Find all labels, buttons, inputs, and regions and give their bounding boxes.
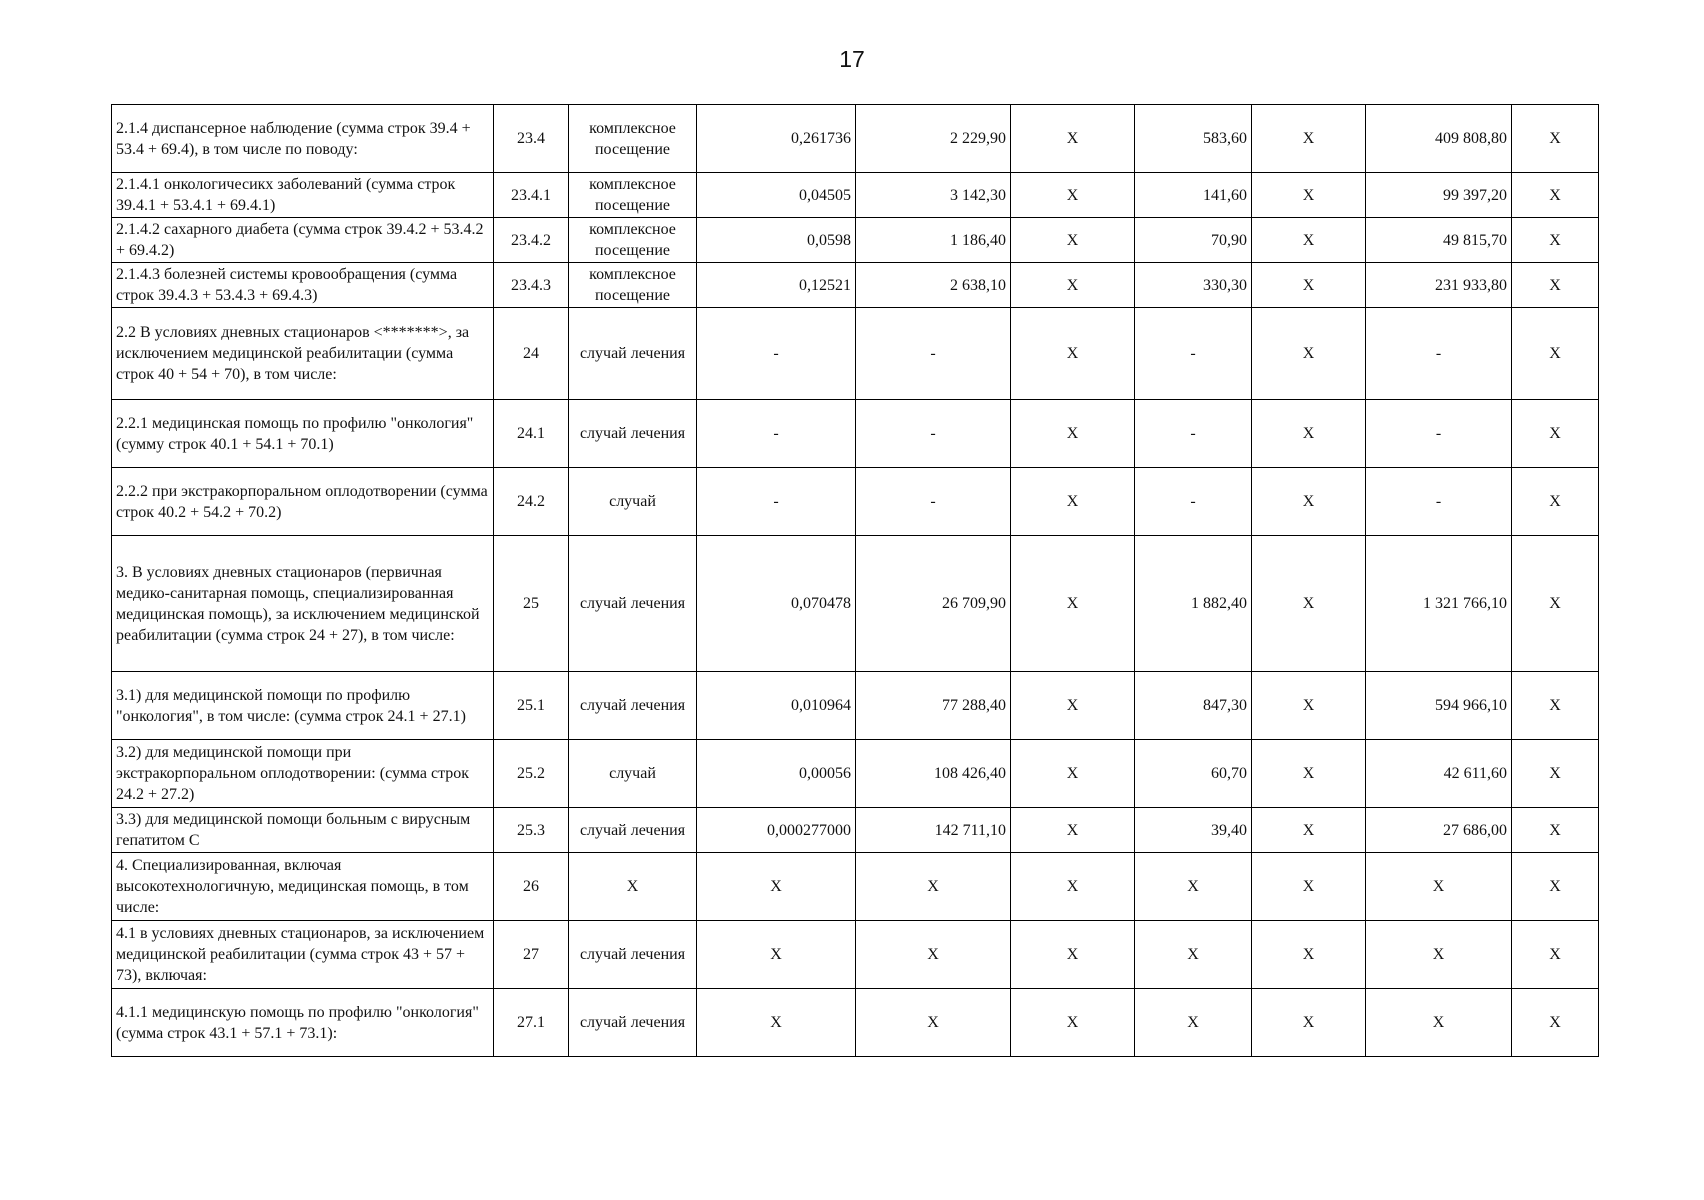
row-percapita-cell: 70,90 [1135,218,1252,263]
table-row [112,989,1599,1057]
row-total-cell: X [1366,921,1512,989]
row-col6-cell: X [1011,105,1135,173]
row-percapita-cell: 1 882,40 [1135,536,1252,672]
row-col10-cell: X [1512,263,1599,308]
table-row [112,105,1599,173]
row-col8-cell: X [1252,263,1366,308]
row-total-cell: 27 686,00 [1366,808,1512,853]
row-percapita-cell: 330,30 [1135,263,1252,308]
row-col8-cell: X [1252,400,1366,468]
row-name-cell: 2.2 В условиях дневных стационаров <*******>, за исключением медицинской реабилитации (сумма строк 40 + 54 + 70), в том числе: [112,308,494,400]
row-col6-cell: X [1011,672,1135,740]
row-total-cell: X [1366,989,1512,1057]
table-row [112,468,1599,536]
row-name-cell: 2.1.4.3 болезней системы кровообращения (сумма строк 39.4.3 + 53.4.3 + 69.4.3) [112,263,494,308]
row-norm-cell: 0,0598 [697,218,856,263]
row-name-cell: 3. В условиях дневных стационаров (первичная медико-санитарная помощь, специализированная медицинская помощь), за исключением медицинской реабилитации (сумма строк 24 + 27), в том числе: [112,536,494,672]
row-percapita-cell: 583,60 [1135,105,1252,173]
row-col10-cell: X [1512,468,1599,536]
row-col10-cell: X [1512,173,1599,218]
row-code-cell: 27 [494,921,569,989]
row-col6-cell: X [1011,263,1135,308]
row-col8-cell: X [1252,989,1366,1057]
row-col10-cell: X [1512,308,1599,400]
row-col10-cell: X [1512,400,1599,468]
row-total-cell: 49 815,70 [1366,218,1512,263]
row-code-cell: 26 [494,853,569,921]
row-unit-cell: случай лечения [569,921,697,989]
row-col8-cell: X [1252,921,1366,989]
row-cost-cell: 3 142,30 [856,173,1011,218]
row-unit-cell: комплексное посещение [569,105,697,173]
row-name-cell: 2.2.1 медицинская помощь по профилю "онкология" (сумму строк 40.1 + 54.1 + 70.1) [112,400,494,468]
table-row [112,808,1599,853]
row-percapita-cell: 39,40 [1135,808,1252,853]
row-col6-cell: X [1011,808,1135,853]
table-row [112,672,1599,740]
row-total-cell: 99 397,20 [1366,173,1512,218]
table-body [112,105,1599,1057]
row-col6-cell: X [1011,308,1135,400]
row-code-cell: 25.3 [494,808,569,853]
data-table [111,104,1599,1057]
row-percapita-cell: - [1135,400,1252,468]
row-col8-cell: X [1252,808,1366,853]
row-unit-cell: случай [569,740,697,808]
row-col6-cell: X [1011,173,1135,218]
row-norm-cell: - [697,308,856,400]
row-col10-cell: X [1512,105,1599,173]
row-unit-cell: случай [569,468,697,536]
row-percapita-cell: 847,30 [1135,672,1252,740]
row-col8-cell: X [1252,853,1366,921]
row-name-cell: 3.1) для медицинской помощи по профилю "онкология", в том числе: (сумма строк 24.1 + 27.1) [112,672,494,740]
row-percapita-cell: 60,70 [1135,740,1252,808]
row-percapita-cell: - [1135,468,1252,536]
row-col10-cell: X [1512,740,1599,808]
row-cost-cell: - [856,468,1011,536]
row-code-cell: 23.4 [494,105,569,173]
row-norm-cell: 0,000277000 [697,808,856,853]
row-col8-cell: X [1252,740,1366,808]
row-unit-cell: X [569,853,697,921]
row-name-cell: 2.1.4.1 онкологичесикх заболеваний (сумма строк 39.4.1 + 53.4.1 + 69.4.1) [112,173,494,218]
row-norm-cell: 0,04505 [697,173,856,218]
row-cost-cell: 142 711,10 [856,808,1011,853]
row-code-cell: 25 [494,536,569,672]
row-name-cell: 3.2) для медицинской помощи при экстракорпоральном оплодотворении: (сумма строк 24.2 + 27.2) [112,740,494,808]
row-col10-cell: X [1512,853,1599,921]
row-col8-cell: X [1252,105,1366,173]
row-norm-cell: 0,070478 [697,536,856,672]
table-row [112,536,1599,672]
row-code-cell: 23.4.3 [494,263,569,308]
row-norm-cell: 0,261736 [697,105,856,173]
row-total-cell: - [1366,468,1512,536]
row-col8-cell: X [1252,308,1366,400]
row-cost-cell: 77 288,40 [856,672,1011,740]
row-code-cell: 23.4.1 [494,173,569,218]
row-norm-cell: 0,010964 [697,672,856,740]
row-norm-cell: - [697,400,856,468]
row-name-cell: 4.1 в условиях дневных стационаров, за исключением медицинской реабилитации (сумма строк 43 + 57 + 73), включая: [112,921,494,989]
row-cost-cell: X [856,989,1011,1057]
row-percapita-cell: X [1135,989,1252,1057]
row-unit-cell: случай лечения [569,989,697,1057]
page-number: 17 [839,46,865,72]
row-percapita-cell: X [1135,921,1252,989]
row-percapita-cell: X [1135,853,1252,921]
row-total-cell: 1 321 766,10 [1366,536,1512,672]
table-row [112,308,1599,400]
row-col10-cell: X [1512,921,1599,989]
row-total-cell: 409 808,80 [1366,105,1512,173]
row-name-cell: 3.3) для медицинской помощи больным с вирусным гепатитом С [112,808,494,853]
row-unit-cell: случай лечения [569,672,697,740]
row-cost-cell: - [856,400,1011,468]
row-col10-cell: X [1512,536,1599,672]
table-row [112,921,1599,989]
row-cost-cell: 26 709,90 [856,536,1011,672]
row-col6-cell: X [1011,989,1135,1057]
row-col8-cell: X [1252,173,1366,218]
row-col6-cell: X [1011,218,1135,263]
table-row [112,263,1599,308]
row-unit-cell: случай лечения [569,536,697,672]
row-cost-cell: 2 638,10 [856,263,1011,308]
row-total-cell: 42 611,60 [1366,740,1512,808]
row-total-cell: 231 933,80 [1366,263,1512,308]
row-total-cell: - [1366,400,1512,468]
table-row [112,853,1599,921]
row-name-cell: 2.1.4 диспансерное наблюдение (сумма строк 39.4 + 53.4 + 69.4), в том числе по поводу: [112,105,494,173]
table-row [112,400,1599,468]
row-cost-cell: - [856,308,1011,400]
row-col6-cell: X [1011,536,1135,672]
row-total-cell: 594 966,10 [1366,672,1512,740]
row-cost-cell: 1 186,40 [856,218,1011,263]
row-norm-cell: X [697,989,856,1057]
row-unit-cell: комплексное посещение [569,218,697,263]
row-col8-cell: X [1252,468,1366,536]
row-col10-cell: X [1512,672,1599,740]
row-code-cell: 25.2 [494,740,569,808]
table-row [112,740,1599,808]
row-name-cell: 2.2.2 при экстракорпоральном оплодотворении (сумма строк 40.2 + 54.2 + 70.2) [112,468,494,536]
row-col6-cell: X [1011,468,1135,536]
row-cost-cell: 108 426,40 [856,740,1011,808]
row-code-cell: 24.2 [494,468,569,536]
row-col8-cell: X [1252,672,1366,740]
row-unit-cell: случай лечения [569,308,697,400]
row-col6-cell: X [1011,853,1135,921]
row-code-cell: 27.1 [494,989,569,1057]
row-norm-cell: X [697,921,856,989]
row-unit-cell: случай лечения [569,400,697,468]
row-name-cell: 2.1.4.2 сахарного диабета (сумма строк 39.4.2 + 53.4.2 + 69.4.2) [112,218,494,263]
row-cost-cell: 2 229,90 [856,105,1011,173]
row-col6-cell: X [1011,921,1135,989]
row-code-cell: 23.4.2 [494,218,569,263]
row-code-cell: 24.1 [494,400,569,468]
row-cost-cell: X [856,921,1011,989]
row-cost-cell: X [856,853,1011,921]
row-unit-cell: комплексное посещение [569,263,697,308]
row-total-cell: - [1366,308,1512,400]
row-norm-cell: 0,12521 [697,263,856,308]
row-name-cell: 4.1.1 медицинскую помощь по профилю "онкология" (сумма строк 43.1 + 57.1 + 73.1): [112,989,494,1057]
table-row [112,173,1599,218]
table-row [112,218,1599,263]
row-col10-cell: X [1512,218,1599,263]
row-code-cell: 24 [494,308,569,400]
row-col10-cell: X [1512,989,1599,1057]
row-percapita-cell: - [1135,308,1252,400]
row-total-cell: X [1366,853,1512,921]
row-norm-cell: X [697,853,856,921]
row-col6-cell: X [1011,740,1135,808]
row-norm-cell: - [697,468,856,536]
row-col6-cell: X [1011,400,1135,468]
row-col10-cell: X [1512,808,1599,853]
row-percapita-cell: 141,60 [1135,173,1252,218]
row-norm-cell: 0,00056 [697,740,856,808]
row-col8-cell: X [1252,536,1366,672]
row-code-cell: 25.1 [494,672,569,740]
row-col8-cell: X [1252,218,1366,263]
row-unit-cell: случай лечения [569,808,697,853]
row-unit-cell: комплексное посещение [569,173,697,218]
row-name-cell: 4. Специализированная, включая высокотехнологичную, медицинская помощь, в том числе: [112,853,494,921]
